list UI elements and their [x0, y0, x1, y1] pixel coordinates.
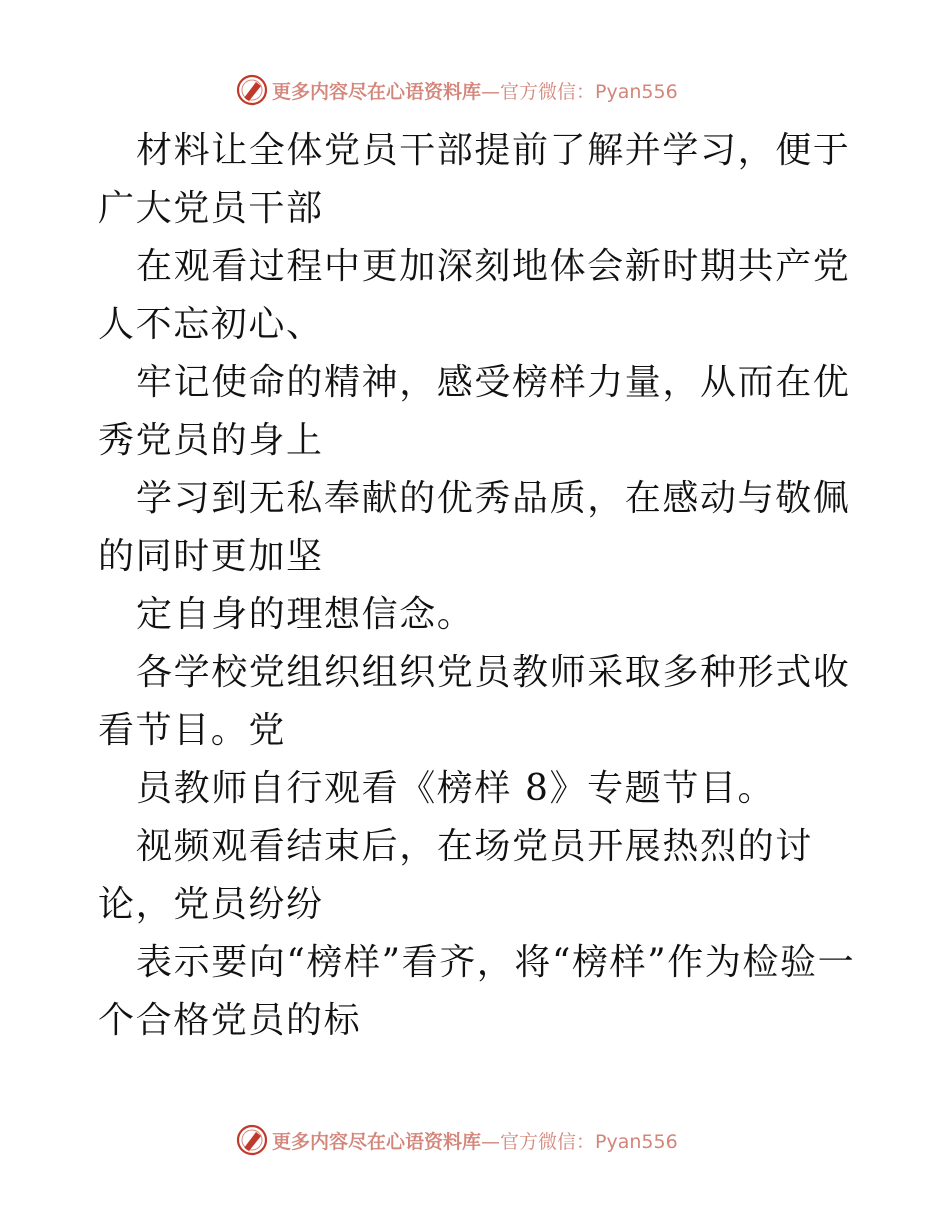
paragraph: 各学校党组织组织党员教师采取多种形式收看节目。党 — [98, 652, 851, 751]
pen-nib-logo-icon — [236, 74, 268, 106]
paragraph: 在观看过程中更加深刻地体会新时期共产党人不忘初心、 — [98, 246, 851, 345]
footer-banner — [236, 1122, 678, 1158]
pen-nib-logo-icon — [236, 1124, 268, 1156]
document-body — [98, 122, 858, 1050]
footer-banner-wechat: —官方微信：Pyan556 — [481, 1130, 678, 1153]
footer-banner-title: 更多内容尽在心语资料库 — [272, 1130, 482, 1153]
paragraph: 表示要向“榜样”看齐，将“榜样”作为检验一个合格党员的标 — [98, 942, 856, 1041]
paragraph: 员教师自行观看《榜样 8》专题节目。 — [136, 768, 776, 809]
paragraph: 视频观看结束后，在场党员开展热烈的讨论，党员纷纷 — [98, 826, 813, 925]
header-banner — [236, 72, 678, 108]
paragraph: 材料让全体党员干部提前了解并学习，便于广大党员干部 — [98, 130, 851, 229]
paragraph: 牢记使命的精神，感受榜样力量，从而在优秀党员的身上 — [98, 362, 851, 461]
paragraph: 定自身的理想信念。 — [136, 594, 475, 635]
header-banner-title: 更多内容尽在心语资料库 — [272, 80, 482, 103]
paragraph: 学习到无私奉献的优秀品质，在感动与敬佩的同时更加坚 — [98, 478, 851, 577]
header-banner-wechat: —官方微信：Pyan556 — [481, 80, 678, 103]
